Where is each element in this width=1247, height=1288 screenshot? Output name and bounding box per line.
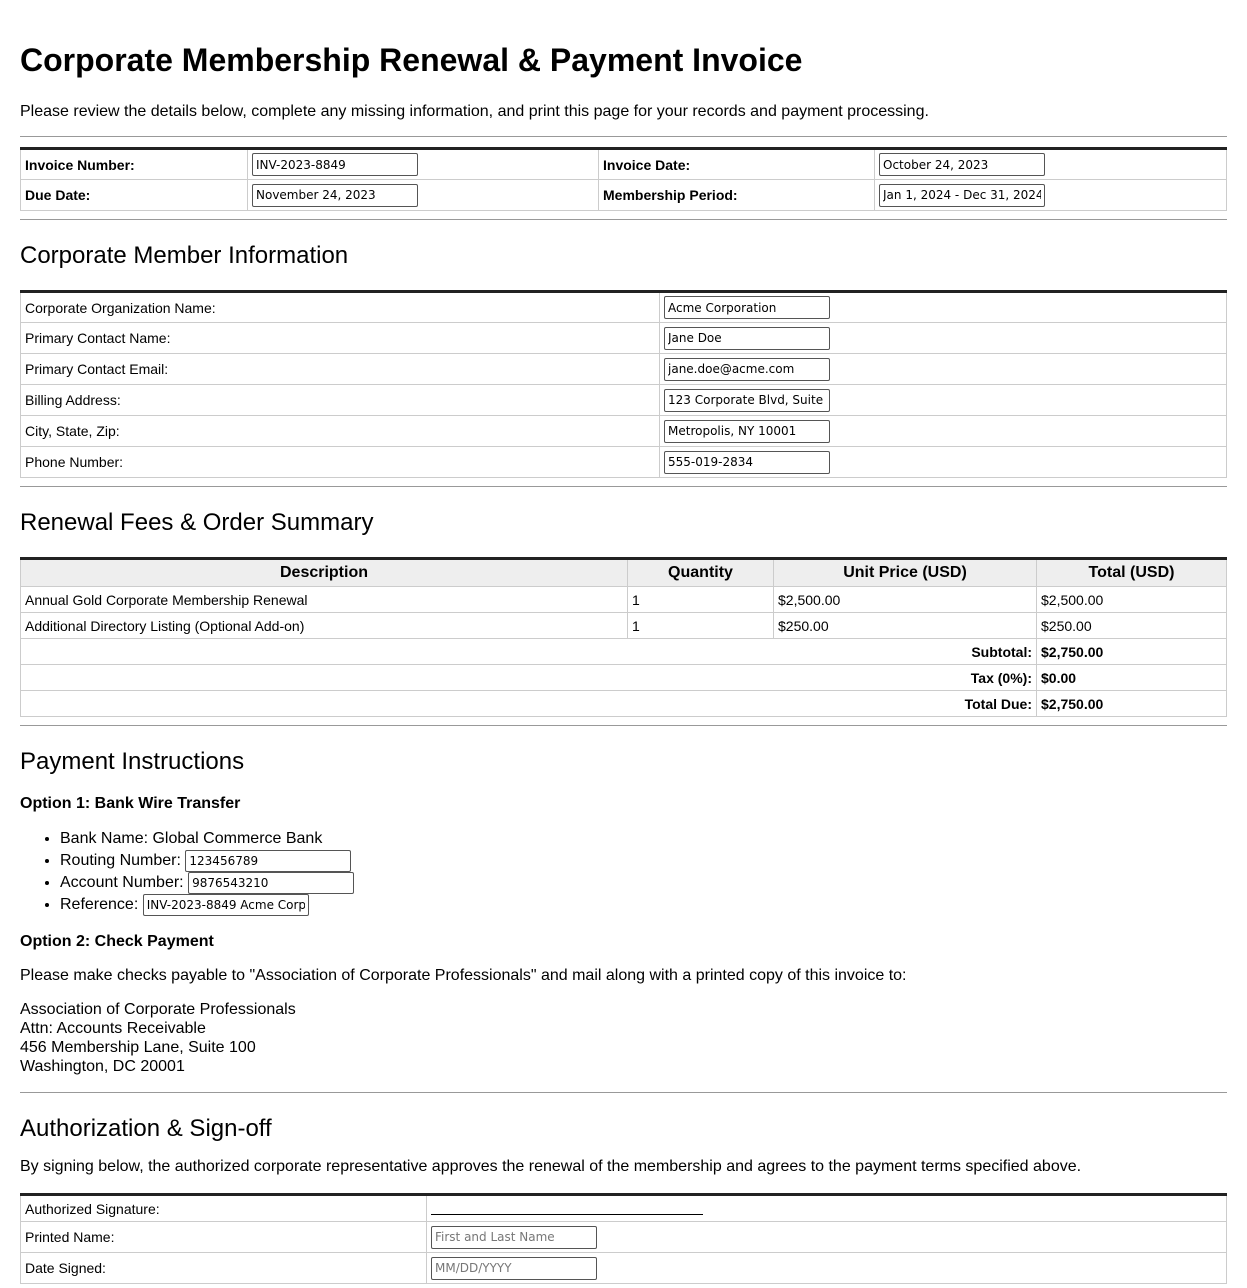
membership-period-label: Membership Period: bbox=[599, 180, 875, 211]
contact-name-label: Primary Contact Name: bbox=[21, 323, 660, 354]
divider bbox=[20, 136, 1227, 137]
divider bbox=[20, 486, 1227, 487]
total-due-value: $2,750.00 bbox=[1037, 691, 1227, 717]
table-row bbox=[21, 323, 1227, 354]
routing-number-field[interactable] bbox=[185, 850, 351, 872]
phone-field[interactable] bbox=[664, 451, 830, 474]
account-number-field[interactable] bbox=[188, 872, 354, 894]
column-header: Total (USD) bbox=[1037, 559, 1227, 587]
option1-title: Option 1: Bank Wire Transfer bbox=[20, 795, 241, 812]
item-description: Additional Directory Listing (Optional Add-on) bbox=[21, 613, 628, 639]
item-quantity: 1 bbox=[628, 587, 774, 613]
date-signed-label: Date Signed: bbox=[21, 1253, 427, 1284]
option2-title: Option 2: Check Payment bbox=[20, 933, 214, 950]
table-row bbox=[21, 385, 1227, 416]
subtotal-value: $2,750.00 bbox=[1037, 639, 1227, 665]
item-unit-price: $2,500.00 bbox=[774, 587, 1037, 613]
table-header-row bbox=[21, 559, 1227, 587]
intro-text: Please review the details below, complete any missing information, and print this page for your records and payment processing. bbox=[20, 103, 929, 120]
mailing-address bbox=[20, 1000, 1227, 1076]
contact-email-label: Primary Contact Email: bbox=[21, 354, 660, 385]
table-row bbox=[21, 1253, 1227, 1284]
item-total: $250.00 bbox=[1037, 613, 1227, 639]
city-state-zip-label: City, State, Zip: bbox=[21, 416, 660, 447]
total-due-row bbox=[21, 691, 1227, 717]
routing-label: Routing Number: bbox=[60, 852, 181, 869]
page-title: Corporate Membership Renewal & Payment Invoice bbox=[20, 42, 803, 78]
invoice-date-field[interactable] bbox=[879, 153, 1045, 176]
org-name-label: Corporate Organization Name: bbox=[21, 292, 660, 323]
item-unit-price: $250.00 bbox=[774, 613, 1037, 639]
subtotal-row bbox=[21, 639, 1227, 665]
signature-label: Authorized Signature: bbox=[21, 1195, 427, 1222]
table-row bbox=[21, 587, 1227, 613]
column-header: Quantity bbox=[628, 559, 774, 587]
auth-text: By signing below, the authorized corporate representative approves the renewal of the membership and agrees to the payment terms specified above. bbox=[20, 1158, 1082, 1175]
date-signed-field[interactable] bbox=[431, 1257, 597, 1280]
subtotal-label: Subtotal: bbox=[21, 639, 1037, 665]
due-date-field[interactable] bbox=[252, 184, 418, 207]
phone-label: Phone Number: bbox=[21, 447, 660, 478]
table-row bbox=[21, 447, 1227, 478]
invoice-meta-table bbox=[20, 147, 1227, 211]
tax-value: $0.00 bbox=[1037, 665, 1227, 691]
table-row bbox=[21, 292, 1227, 323]
invoice-number-label: Invoice Number: bbox=[21, 149, 248, 180]
org-name-field[interactable] bbox=[664, 296, 830, 319]
table-row bbox=[21, 354, 1227, 385]
address-line: Washington, DC 20001 bbox=[20, 1058, 185, 1075]
bank-name: • Bank Name: Global Commerce Bank bbox=[60, 828, 1227, 850]
item-quantity: 1 bbox=[628, 613, 774, 639]
table-row bbox=[21, 613, 1227, 639]
membership-period-field[interactable] bbox=[879, 184, 1045, 207]
divider bbox=[20, 725, 1227, 726]
account-label: Account Number: bbox=[60, 874, 184, 891]
total-due-label: Total Due: bbox=[21, 691, 1037, 717]
column-header: Unit Price (USD) bbox=[774, 559, 1037, 587]
table-row bbox=[21, 180, 1227, 211]
fees-table bbox=[20, 557, 1227, 717]
address-line: 456 Membership Lane, Suite 100 bbox=[20, 1039, 256, 1056]
printed-name-label: Printed Name: bbox=[21, 1222, 427, 1253]
table-row bbox=[21, 1195, 1227, 1222]
tax-row bbox=[21, 665, 1227, 691]
tax-label: Tax (0%): bbox=[21, 665, 1037, 691]
city-state-zip-field[interactable] bbox=[664, 420, 830, 443]
table-row bbox=[21, 416, 1227, 447]
printed-name-field[interactable] bbox=[431, 1226, 597, 1249]
reference-label: Reference: bbox=[60, 896, 139, 913]
payment-heading: Payment Instructions bbox=[20, 748, 245, 775]
bank-details-list bbox=[20, 828, 1227, 916]
column-header: Description bbox=[21, 559, 628, 587]
signoff-table bbox=[20, 1193, 1227, 1284]
member-info-heading: Corporate Member Information bbox=[20, 242, 349, 269]
list-item bbox=[60, 872, 1227, 894]
divider bbox=[20, 219, 1227, 220]
table-row bbox=[21, 149, 1227, 180]
item-total: $2,500.00 bbox=[1037, 587, 1227, 613]
contact-name-field[interactable] bbox=[664, 327, 830, 350]
invoice-number-field[interactable] bbox=[252, 153, 418, 176]
reference-field[interactable] bbox=[143, 894, 309, 916]
billing-address-field[interactable] bbox=[664, 389, 830, 412]
address-line: Association of Corporate Professionals bbox=[20, 1001, 296, 1018]
auth-heading: Authorization & Sign-off bbox=[20, 1115, 272, 1142]
signature-line[interactable] bbox=[431, 1199, 703, 1215]
contact-email-field[interactable] bbox=[664, 358, 830, 381]
due-date-label: Due Date: bbox=[21, 180, 248, 211]
list-item bbox=[60, 894, 1227, 916]
divider bbox=[20, 1092, 1227, 1093]
member-info-table bbox=[20, 290, 1227, 478]
fees-heading: Renewal Fees & Order Summary bbox=[20, 509, 374, 536]
invoice-date-label: Invoice Date: bbox=[599, 149, 875, 180]
billing-address-label: Billing Address: bbox=[21, 385, 660, 416]
address-line: Attn: Accounts Receivable bbox=[20, 1020, 206, 1037]
check-instructions: Please make checks payable to "Association of Corporate Professionals" and mail along with a printed copy of this invoice to: bbox=[20, 967, 907, 984]
item-description: Annual Gold Corporate Membership Renewal bbox=[21, 587, 628, 613]
list-item bbox=[60, 850, 1227, 872]
table-row bbox=[21, 1222, 1227, 1253]
